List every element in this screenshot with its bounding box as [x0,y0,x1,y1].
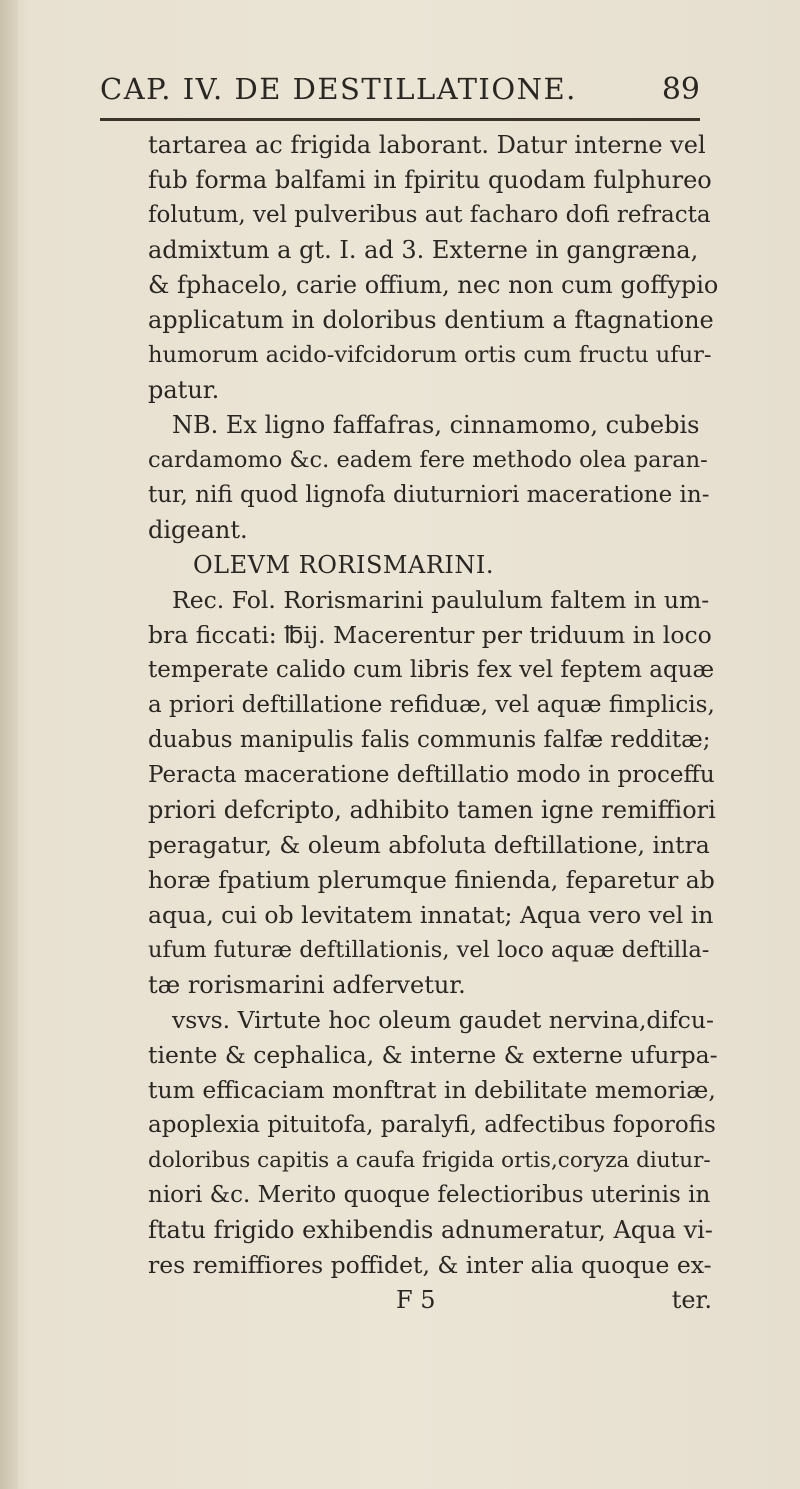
text-line: tartarea ac frigida laborant. Datur interne vel [148,131,706,159]
text-line: niori &c. Merito quoque felectioribus uterinis in [148,1182,711,1208]
running-head: CAP. IV. DE DESTILLATIONE. [100,72,577,106]
text-line: folutum, vel pulveribus aut facharo dofi refracta [148,202,711,228]
text-line: bra ficcati: ℔ij. Macerentur per triduum in loco [148,621,712,649]
page-footer [148,1283,718,1318]
text-line: ftatu frigido exhibendis adnumeratur, Aqua vi- [148,1216,713,1244]
text-line: peragatur, & oleum abfoluta deftillatione, intra [148,831,710,859]
text-line: applicatum in doloribus dentium a ftagnatione [148,306,714,334]
text-line: Peracta maceratione deftillatio modo in proceffu [148,762,715,788]
text-line: duabus manipulis falis communis falfæ redditæ; [148,727,711,753]
text-line: fub forma balfami in fpiritu quodam fulphureo [148,166,712,194]
text-line: cardamomo &c. eadem fere methodo olea paran- [148,447,708,473]
text-line: priori defcripto, adhibito tamen igne remiffiori [148,796,716,824]
page-header [100,72,700,112]
text-line: digeant. [148,516,248,544]
text-line: patur. [148,376,220,404]
text-line: tur, nifi quod lignofa diuturniori maceratione in- [148,482,710,508]
text-line: aqua, cui ob levitatem innatat; Aqua vero vel in [148,901,714,929]
text-line: vsvs. Virtute hoc oleum gaudet nervina,difcu- [172,1006,714,1034]
text-line: temperate calido cum libris fex vel feptem aquæ [148,657,715,683]
text-line: & fphacelo, carie offium, nec non cum goffypio [148,271,719,299]
text-line: tum efficaciam monftrat in debilitate memoriæ, [148,1076,716,1104]
text-line: NB. Ex ligno faffafras, cinnamomo, cubebis [172,411,700,439]
header-rule [100,118,700,121]
text-line: apoplexia pituitofa, paralyfi, adfectibus foporofis [148,1112,716,1138]
text-line: admixtum a gt. I. ad 3. Externe in gangræna, [148,236,699,264]
text-line: doloribus capitis a caufa frigida ortis,coryza diutur- [148,1148,711,1173]
section-heading: OLEVM RORISMARINI. [193,551,494,579]
text-line: ufum futuræ deftillationis, vel loco aquæ deftilla- [148,937,710,963]
text-line: humorum acido-vifcidorum ortis cum fructu ufur- [148,342,712,368]
text-line: res remiffiores poffidet, & inter alia quoque ex- [148,1251,712,1279]
catchword: ter. [671,1286,712,1314]
text-line: tæ rorismarini adfervetur. [148,971,466,999]
page-number: 89 [661,72,700,107]
signature-mark: F 5 [396,1286,436,1314]
text-line: Rec. Fol. Rorismarini paululum faltem in um- [172,586,710,614]
text-line: horæ fpatium plerumque finienda, feparetur ab [148,866,715,894]
text-line: a priori deftillatione refiduæ, vel aquæ fimplicis, [148,692,715,718]
binding-gutter [0,0,18,1489]
body-text [148,128,718,1318]
text-line: tiente & cephalica, & interne & externe ufurpa- [148,1041,718,1069]
